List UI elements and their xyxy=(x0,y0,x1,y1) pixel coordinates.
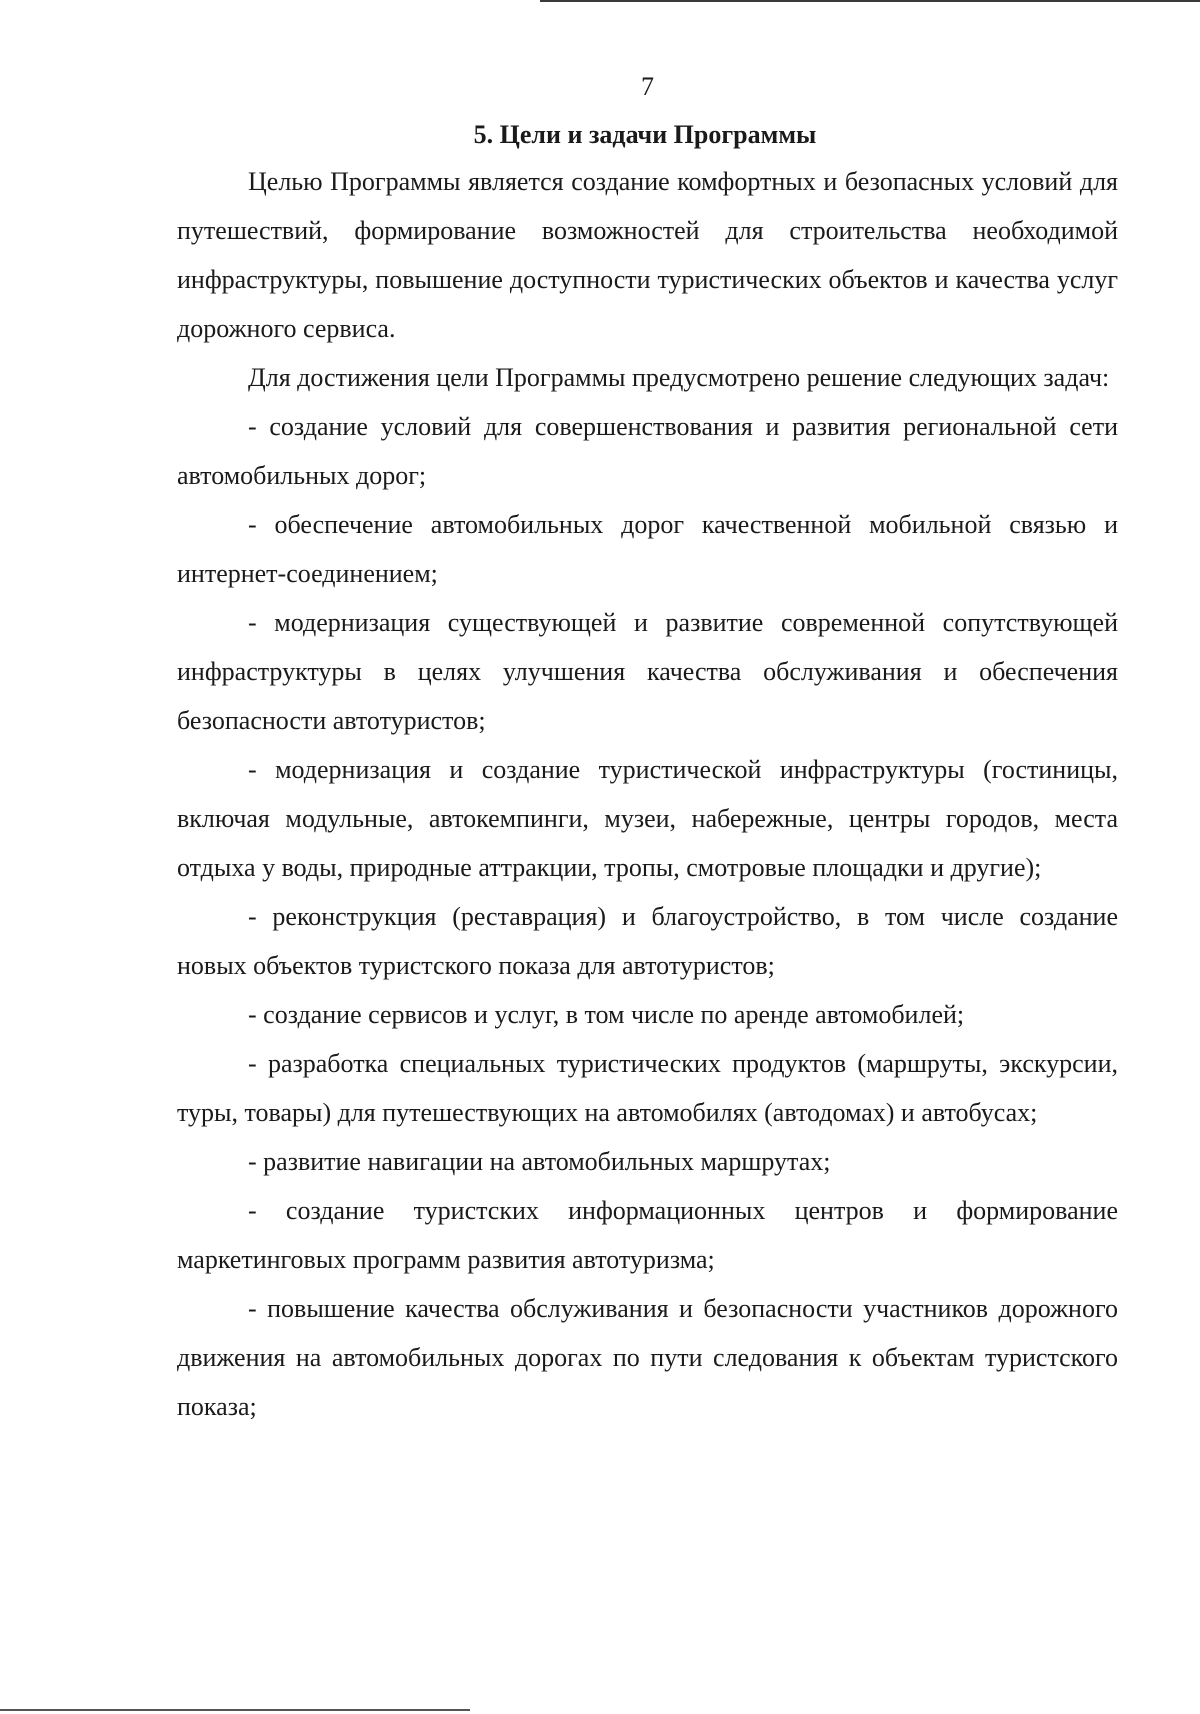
task-item: - разработка специальных туристических продуктов (маршруты, экскурсии, туры, товары) для путешествующих на автомобилях (автодомах) и автобусах; xyxy=(177,1049,1118,1127)
task-item: - повышение качества обслуживания и безопасности участников дорожного движения на автомобильных дорогах по пути следования к объектам туристского показа; xyxy=(177,1294,1118,1421)
task-item: - реконструкция (реставрация) и благоустройство, в том числе создание новых объектов туристского показа для автотуристов; xyxy=(177,902,1118,980)
task-item: - развитие навигации на автомобильных маршрутах; xyxy=(248,1147,831,1176)
paragraph-tasks-intro: Для достижения цели Программы предусмотрено решение следующих задач: xyxy=(248,363,1110,392)
section-title: 5. Цели и задачи Программы xyxy=(473,120,817,149)
task-item: - создание туристских информационных центров и формирование маркетинговых программ развития автотуризма; xyxy=(177,1196,1118,1274)
task-item: - обеспечение автомобильных дорог качественной мобильной связью и интернет-соединением; xyxy=(177,510,1118,588)
task-item: - модернизация и создание туристической инфраструктуры (гостиницы, включая модульные, автокемпинги, музеи, набережные, центры городов, места отдыха у воды, природные аттракции, тропы, смотровые площадки и другие); xyxy=(177,755,1118,882)
top-edge-rule xyxy=(540,0,1200,2)
paragraph-goal: Целью Программы является создание комфортных и безопасных условий для путешествий, формирование возможностей для строительства необходимой инфраструктуры, повышение доступности туристических объектов и качества услуг дорожного сервиса. xyxy=(177,167,1118,343)
bottom-edge-rule xyxy=(0,1709,470,1711)
task-item: - создание сервисов и услуг, в том числе по аренде автомобилей; xyxy=(248,1000,965,1029)
task-item: - модернизация существующей и развитие современной сопутствующей инфраструктуры в целях улучшения качества обслуживания и обеспечения безопасности автотуристов; xyxy=(177,608,1118,735)
document-body xyxy=(177,157,1118,1431)
page-number: 7 xyxy=(641,72,654,101)
task-item: - создание условий для совершенствования и развития региональной сети автомобильных дорог; xyxy=(177,412,1118,490)
